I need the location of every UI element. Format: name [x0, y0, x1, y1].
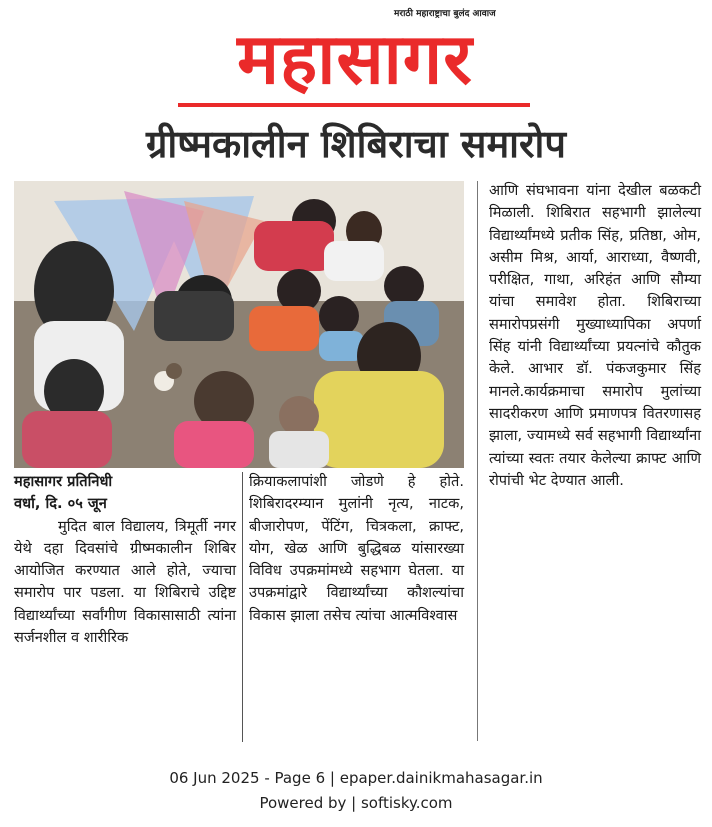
article-paragraph: क्रियाकलापांशी जोडणे हे होते. शिबिरादरम्यान मुलांनी नृत्य, नाटक, बीजारोपण, पेंटिंग, चित्रकला, क्राफ्ट, योग, खेळ आणि बुद्धिबळ यांसारख्या विविध उपक्रमांमध्ये सहभाग घेतला. या उपक्रमांद्वारे विद्यार्थ्यांच्या कौशल्यांचा विकास झाला तसेच त्यांचा आत्मविश्वास [249, 473, 464, 624]
footer-powered-by: Powered by | softisky.com [259, 794, 453, 812]
newspaper-logo: महासागर [237, 18, 473, 100]
article-paragraph: मुदित बाल विद्यालय, त्रिमूर्ती नगर येथे दहा दिवसांचे ग्रीष्मकालीन शिबिर आयोजित करण्यात आले होते, ज्याचा समारोप पार पडला. या शिबिराचे उद्दिष्ट विद्यार्थ्यांच्या सर्वांगीण विकासासाठी त्यांना सर्जनशील व शारीरिक [14, 517, 236, 647]
article-byline: महासागर प्रतिनिधी [14, 473, 113, 490]
article-column-1 [14, 471, 236, 649]
footer-page-info: 06 Jun 2025 - Page 6 | epaper.dainikmahasagar.in [169, 769, 543, 787]
column-divider [242, 472, 243, 742]
masthead-tagline: मराठी महाराष्ट्राचा बुलंद आवाज [394, 9, 496, 19]
masthead-underline [178, 103, 530, 107]
article-column-3 [489, 180, 701, 492]
article-paragraph: आणि संघभावना यांना देखील बळकटी मिळाली. शिबिरात सहभागी झालेल्या विद्यार्थ्यांमध्ये प्रतीक सिंह, प्रतिष्ठा, ओम, असीम मिश्र, आर्या, आराध्या, वैष्णवी, परीक्षित, गाथा, अरिहंत आणि सौम्या यांचा समावेश होता. शिबिराच्या समारोपप्रसंगी मुख्याध्यापिका अपर्णा सिंह यांनी विद्यार्थ्यांच्या प्रयत्नांचे कौतुक केले. आभार डॉ. पंकजकुमार सिंह मानले.कार्यक्रमाचा समारोप मुलांच्या सादरीकरण आणि प्रमाणपत्र वितरणासह झाला, ज्यामध्ये सर्व सहभागी विद्यार्थ्यांना त्यांच्या स्वतः तयार केलेल्या क्राफ्ट आणि रोपांची भेट देण्यात आली. [489, 182, 701, 489]
column-divider [477, 181, 478, 741]
article-column-2 [249, 471, 464, 627]
article-dateline: वर्धा, दि. ०५ जून [14, 495, 107, 513]
article-photo [14, 181, 464, 468]
article-headline: ग्रीष्मकालीन शिबिराचा समारोप [146, 122, 566, 166]
